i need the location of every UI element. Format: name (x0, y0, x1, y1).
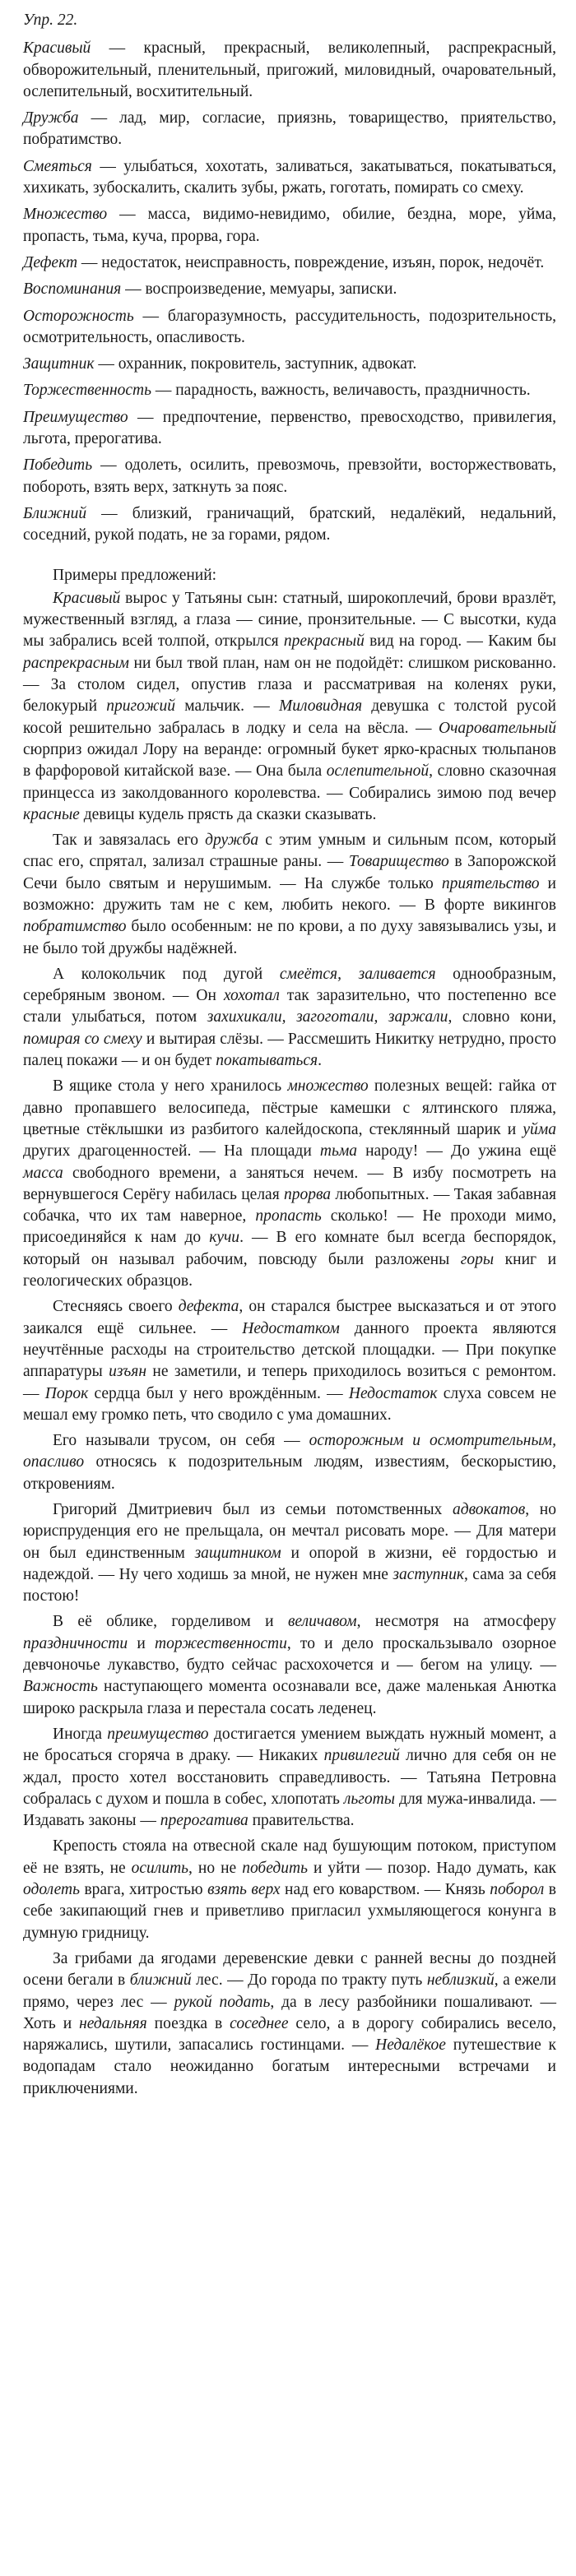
keyword: льготы (343, 1790, 395, 1808)
synonym-text: — предпочтение, первенство, превосходство, привилегия, льгота, прерогатива. (23, 408, 556, 448)
keyword: ближний (129, 1971, 192, 1990)
keyword: Недалёкое (375, 2036, 446, 2055)
synonym-row (23, 380, 556, 401)
text: книг и геологических образцов. (23, 1250, 557, 1290)
keyword: распрекрасным (23, 654, 129, 672)
keyword: Недостатком (242, 1319, 340, 1337)
example-paragraph-caution (23, 1430, 556, 1495)
text: За грибами да ягодами деревенские девки с ранней весны до поздней осени бегали в (23, 1949, 556, 1990)
keyword: смеётся, заливается (279, 965, 436, 983)
keyword: осилить (131, 1859, 189, 1877)
text: , но не (188, 1859, 243, 1877)
keyword: осторожным и осмотрительным, опасливо (23, 1432, 556, 1471)
keyword: побратимство (23, 918, 127, 936)
keyword: взять верх (207, 1881, 281, 1899)
text: однообразным, серебряным звоном. — Он (23, 965, 557, 1005)
keyword: уйма (523, 1120, 556, 1138)
synonym-row (23, 503, 556, 547)
keyword: прерогатива (160, 1812, 249, 1830)
keyword: Важность (23, 1678, 98, 1696)
text: данного проекта являются неучтённые расходы на строительство детской площадки. — При покупке аппаратуры (23, 1319, 556, 1381)
synonym-head: Воспоминания (23, 280, 122, 299)
keyword: недальняя (79, 2014, 147, 2032)
example-paragraph-defender (23, 1499, 556, 1607)
examples-intro: Примеры предложений: (53, 566, 217, 584)
synonym-text: — лад, мир, согласие, приязнь, товарищество, приятельство, побратимство. (23, 109, 556, 149)
text: Иногда (53, 1725, 108, 1743)
keyword: Товарищество (348, 853, 449, 871)
text: так заразительно, что постепенно все стали улыбаться, потом (23, 987, 556, 1026)
text: мальчик. — (175, 697, 279, 716)
keyword: Очаровательный (439, 719, 556, 737)
keyword: Порок (44, 1384, 89, 1402)
text: , но юриспруденция его не прельщала, он мечтал рисовать море. — Для матери он был единственным (23, 1501, 556, 1562)
text: свободного времени, а заняться нечем. — В избу посмотреть на вернувшегося Серёгу набилась целая (23, 1164, 556, 1203)
keyword: защитником (194, 1544, 281, 1562)
text: любопытных. — Такая забавная собачка, что их там наверное, (23, 1185, 556, 1225)
keyword: покатываться (216, 1052, 318, 1070)
keyword: прорва (283, 1185, 332, 1203)
example-paragraph-solemnity (23, 1611, 556, 1719)
keyword: помирая со смеху (23, 1030, 142, 1048)
keyword: поборол (490, 1881, 545, 1899)
text: . — В его комнате был всегда беспорядок, который он называл рабочим, повсюду были разложены (23, 1229, 556, 1268)
text: врага, хитростью (79, 1881, 208, 1899)
synonym-text: — парадность, важность, величавость, праздничность. (151, 382, 531, 400)
text: относясь к подозрительным людям, известиям, бескорыстию, откровениям. (23, 1453, 556, 1493)
text: , то и дело проскальзывало озорное девчоночье лукавство, будто сейчас расхохочется и — бегом на улицу. — (23, 1634, 557, 1675)
synonym-row (23, 306, 556, 350)
text: В её облике, горделивом и (53, 1613, 288, 1631)
keyword: величавом (287, 1613, 357, 1631)
keyword: масса (23, 1164, 63, 1182)
keyword: одолеть (23, 1881, 80, 1899)
synonym-text: — благоразумность, рассудительность, подозрительность, осмотрительность, опасливость. (23, 307, 556, 346)
text: сюрприз ожидал Лору на веранде: огромный букет ярко-красных тюльпанов в фарфоровой китайской вазе. — Она была (23, 740, 556, 781)
example-paragraph-multitude (23, 1076, 556, 1292)
text: над его коварством. — Князь (280, 1881, 490, 1899)
synonym-list (23, 38, 556, 546)
synonym-head: Дефект (23, 253, 78, 271)
text: и возможно: дружить там не с кем, любить некого. — В форте викингов (23, 874, 556, 914)
synonym-text: — недостаток, неисправность, повреждение, изъян, порок, недочёт. (77, 253, 545, 271)
text: правительства. (248, 1812, 355, 1830)
text: вырос у Татьяны сын: статный, широкоплечий, брови вразлёт, мужественный взгляд, а глаза — синие, пронзительные. — С высотки, куда мы забрались всей толпой, открылся (23, 589, 556, 651)
synonym-head: Красивый (23, 39, 91, 58)
synonym-text: — воспроизведение, мемуары, записки. (121, 280, 397, 299)
example-paragraph-victory (23, 1836, 556, 1944)
text: село, а в дорогу собирались весело, наряжались, шутили, запасались гостинцами. — (23, 2014, 556, 2055)
text: поездка в (146, 2014, 230, 2032)
example-paragraph-defect (23, 1296, 556, 1426)
text: и уйти — позор. Надо думать, как (307, 1859, 556, 1877)
example-paragraph-friendship (23, 830, 556, 960)
keyword: пропасть (255, 1207, 322, 1225)
keyword: горы (460, 1250, 495, 1268)
keyword: множество (287, 1077, 369, 1096)
text: в себе закипающий гнев и приветливо пригласил ухмыляющегося конунга в думную гридницу. (23, 1881, 556, 1942)
text: полезных вещей: гайка от давно пропавшего велосипеда, пёстрые камешки с ялтинского пляжа, цветные стёклышки из разбитого калейдоскопа, стеклянный шарик и (23, 1077, 556, 1138)
exercise-title: Упр. 22. (23, 12, 78, 29)
keyword: Недостаток (348, 1384, 438, 1402)
text: , он старался быстрее высказаться и от этого заикался ещё сильнее. — (23, 1298, 556, 1337)
keyword: заступник (393, 1565, 464, 1583)
synonym-head: Осторожность (23, 307, 134, 325)
example-paragraph-laugh (23, 964, 556, 1072)
keyword: Красивый (53, 589, 121, 607)
text: ни был твой план, нам он не подойдёт: слишком рискованно. — За столом сидел, опустив глаза и рассматривая на коленях руки, белокурый (23, 654, 556, 716)
text: девушка с толстой русой косой решительно забралась в лодку и села на вёсла. — (23, 697, 556, 737)
example-paragraph-advantage (23, 1724, 556, 1832)
text: А колокольчик под дугой (53, 965, 280, 983)
text: сердца был у него врождённым. — (88, 1384, 349, 1402)
keyword: адвокатов (452, 1501, 526, 1518)
synonym-head: Защитник (23, 355, 95, 373)
synonym-row (23, 108, 556, 151)
text: , да в лесу разбойники пошаливают. — Хоть и (23, 1993, 556, 2032)
synonym-row (23, 455, 556, 498)
synonym-head: Множество (23, 206, 108, 224)
keyword: соседнее (230, 2014, 289, 2032)
text: Григорий Дмитриевич был из семьи потомственных (53, 1501, 453, 1518)
synonym-head: Преимущество (23, 408, 128, 426)
text: вид на город. — Каким бы (364, 632, 556, 651)
text: лично для себя он не ждал, просто хотел восстановить справедливость. — Татьяна Петровна собралась с духом и пошла в собес, хлопотать (23, 1747, 556, 1808)
text: и вытирая слёзы. — Рассмешить Никитку нетрудно, просто палец покажи — и он будет (23, 1030, 556, 1070)
keyword: дефекта (178, 1298, 239, 1316)
text: , а ежели прямо, через лес — (23, 1971, 556, 2011)
synonym-head: Ближний (23, 504, 87, 522)
text: достигается умением выждать нужный момент, а не бросаться сгоряча в драку. — Никаких (23, 1725, 556, 1765)
keyword: неблизкий (426, 1971, 495, 1990)
text: , сама за себя постою! (23, 1565, 556, 1605)
keyword: Миловидная (278, 697, 363, 716)
keyword: ослепительной (326, 762, 430, 781)
synonym-text: — улыбаться, хохотать, заливаться, закатываться, покатываться, хихикать, зубоскалить, скалить зубы, ржать, гоготать, помирать со смеху. (23, 157, 556, 197)
keyword: праздничности (23, 1634, 128, 1652)
text: с этим умным и сильным псом, который спас его, спрятал, зализал страшные раны. — (23, 832, 556, 871)
keyword: преимущество (107, 1725, 209, 1743)
text: , словно кони, (448, 1008, 556, 1026)
synonym-row (23, 279, 556, 300)
synonym-text: — красный, прекрасный, великолепный, распрекрасный, обворожительный, пленительный, пригожий, миловидный, очаровательный, ослепительный, восхитительный. (23, 39, 556, 100)
text: . (318, 1052, 322, 1070)
text: и опорой в жизни, её гордостью и надеждой. — Ну чего ходишь за мной, не нужен мне (23, 1544, 556, 1583)
text: не заметили, и теперь приходилось возиться с ремонтом. — (23, 1363, 556, 1402)
synonym-row (23, 253, 556, 274)
synonym-text: — масса, видимо-невидимо, обилие, бездна, море, уйма, пропасть, тьма, куча, прорва, гора. (23, 206, 556, 245)
synonym-head: Дружба (23, 109, 79, 127)
text: слуха совсем не мешал ему громко петь, что сводило с ума домашних. (23, 1384, 557, 1424)
text: сколько! — Не проходи мимо, присоединяйся к нам до (23, 1207, 556, 1247)
text: Так и завязалась его (53, 832, 206, 850)
synonym-text: — охранник, покровитель, заступник, адвокат. (94, 355, 417, 373)
keyword: хохотал (223, 987, 280, 1005)
synonym-row (23, 354, 556, 375)
keyword: захихикали, загоготали, заржали (207, 1008, 448, 1026)
example-paragraph-near (23, 1948, 556, 2100)
text: В ящике стола у него хранилось (53, 1077, 288, 1096)
keyword: торжественности (155, 1634, 287, 1652)
example-paragraph-beautiful (23, 588, 556, 826)
text: лес. — До города по тракту путь (191, 1971, 427, 1990)
text: наступающего момента осознавали все, даже маленькая Анютка широко раскрыла глаза и перестала сосать леденец. (23, 1678, 556, 1717)
synonym-head: Победить (23, 456, 93, 475)
keyword: прекрасный (283, 632, 365, 651)
text: для мужа-инвалида. — Издавать законы — (23, 1790, 557, 1830)
keyword: рукой подать (174, 1993, 271, 2011)
text: путешествие к водопадам стало неожиданно богатым интересными встречами и приключениями. (23, 2036, 556, 2097)
text: в Запорожской Сечи было святым и нерушимым. — На службе только (23, 853, 556, 892)
text: , несмотря на атмосферу (356, 1613, 556, 1631)
text: народу! — До ужина ещё (357, 1142, 556, 1161)
keyword: победить (242, 1859, 308, 1877)
synonym-text: — близкий, граничащий, братский, недалёкий, недальний, соседний, рукой подать, не за горами, рядом. (23, 504, 556, 544)
keyword: изъян (109, 1363, 147, 1381)
text: и (128, 1634, 155, 1652)
synonym-head: Смеяться (23, 157, 92, 175)
synonym-row (23, 204, 556, 248)
synonym-row (23, 407, 556, 451)
synonym-row (23, 38, 556, 103)
keyword: дружба (205, 832, 259, 850)
text: других драгоценностей. — На площади (23, 1142, 320, 1161)
keyword: пригожий (106, 697, 176, 716)
keyword: тьма (319, 1142, 358, 1161)
text: Его называли трусом, он себя — (53, 1432, 309, 1450)
text: Стесняясь своего (53, 1298, 179, 1316)
keyword: красные (23, 805, 80, 823)
keyword: приятельство (441, 874, 540, 892)
synonym-text: — одолеть, осилить, превозмочь, превзойти, восторжествовать, побороть, взять верх, заткнуть за пояс. (23, 456, 556, 496)
text: девицы кудель прясть да сказки сказывать. (79, 805, 377, 823)
keyword: привилегий (323, 1747, 400, 1765)
text: , словно сказочная принцесса из заколдованного королевства. — Собирались зимою под вечер (23, 762, 557, 802)
text: было особенным: не по крови, а по духу завязывались узы, и не было той дружбы надёжней. (23, 918, 556, 957)
keyword: кучи (209, 1229, 240, 1247)
synonym-row (23, 156, 556, 200)
text: Крепость стояла на отвесной скале над бушующим потоком, приступом её не взять, не (23, 1837, 556, 1877)
synonym-head: Торжественность (23, 382, 151, 400)
